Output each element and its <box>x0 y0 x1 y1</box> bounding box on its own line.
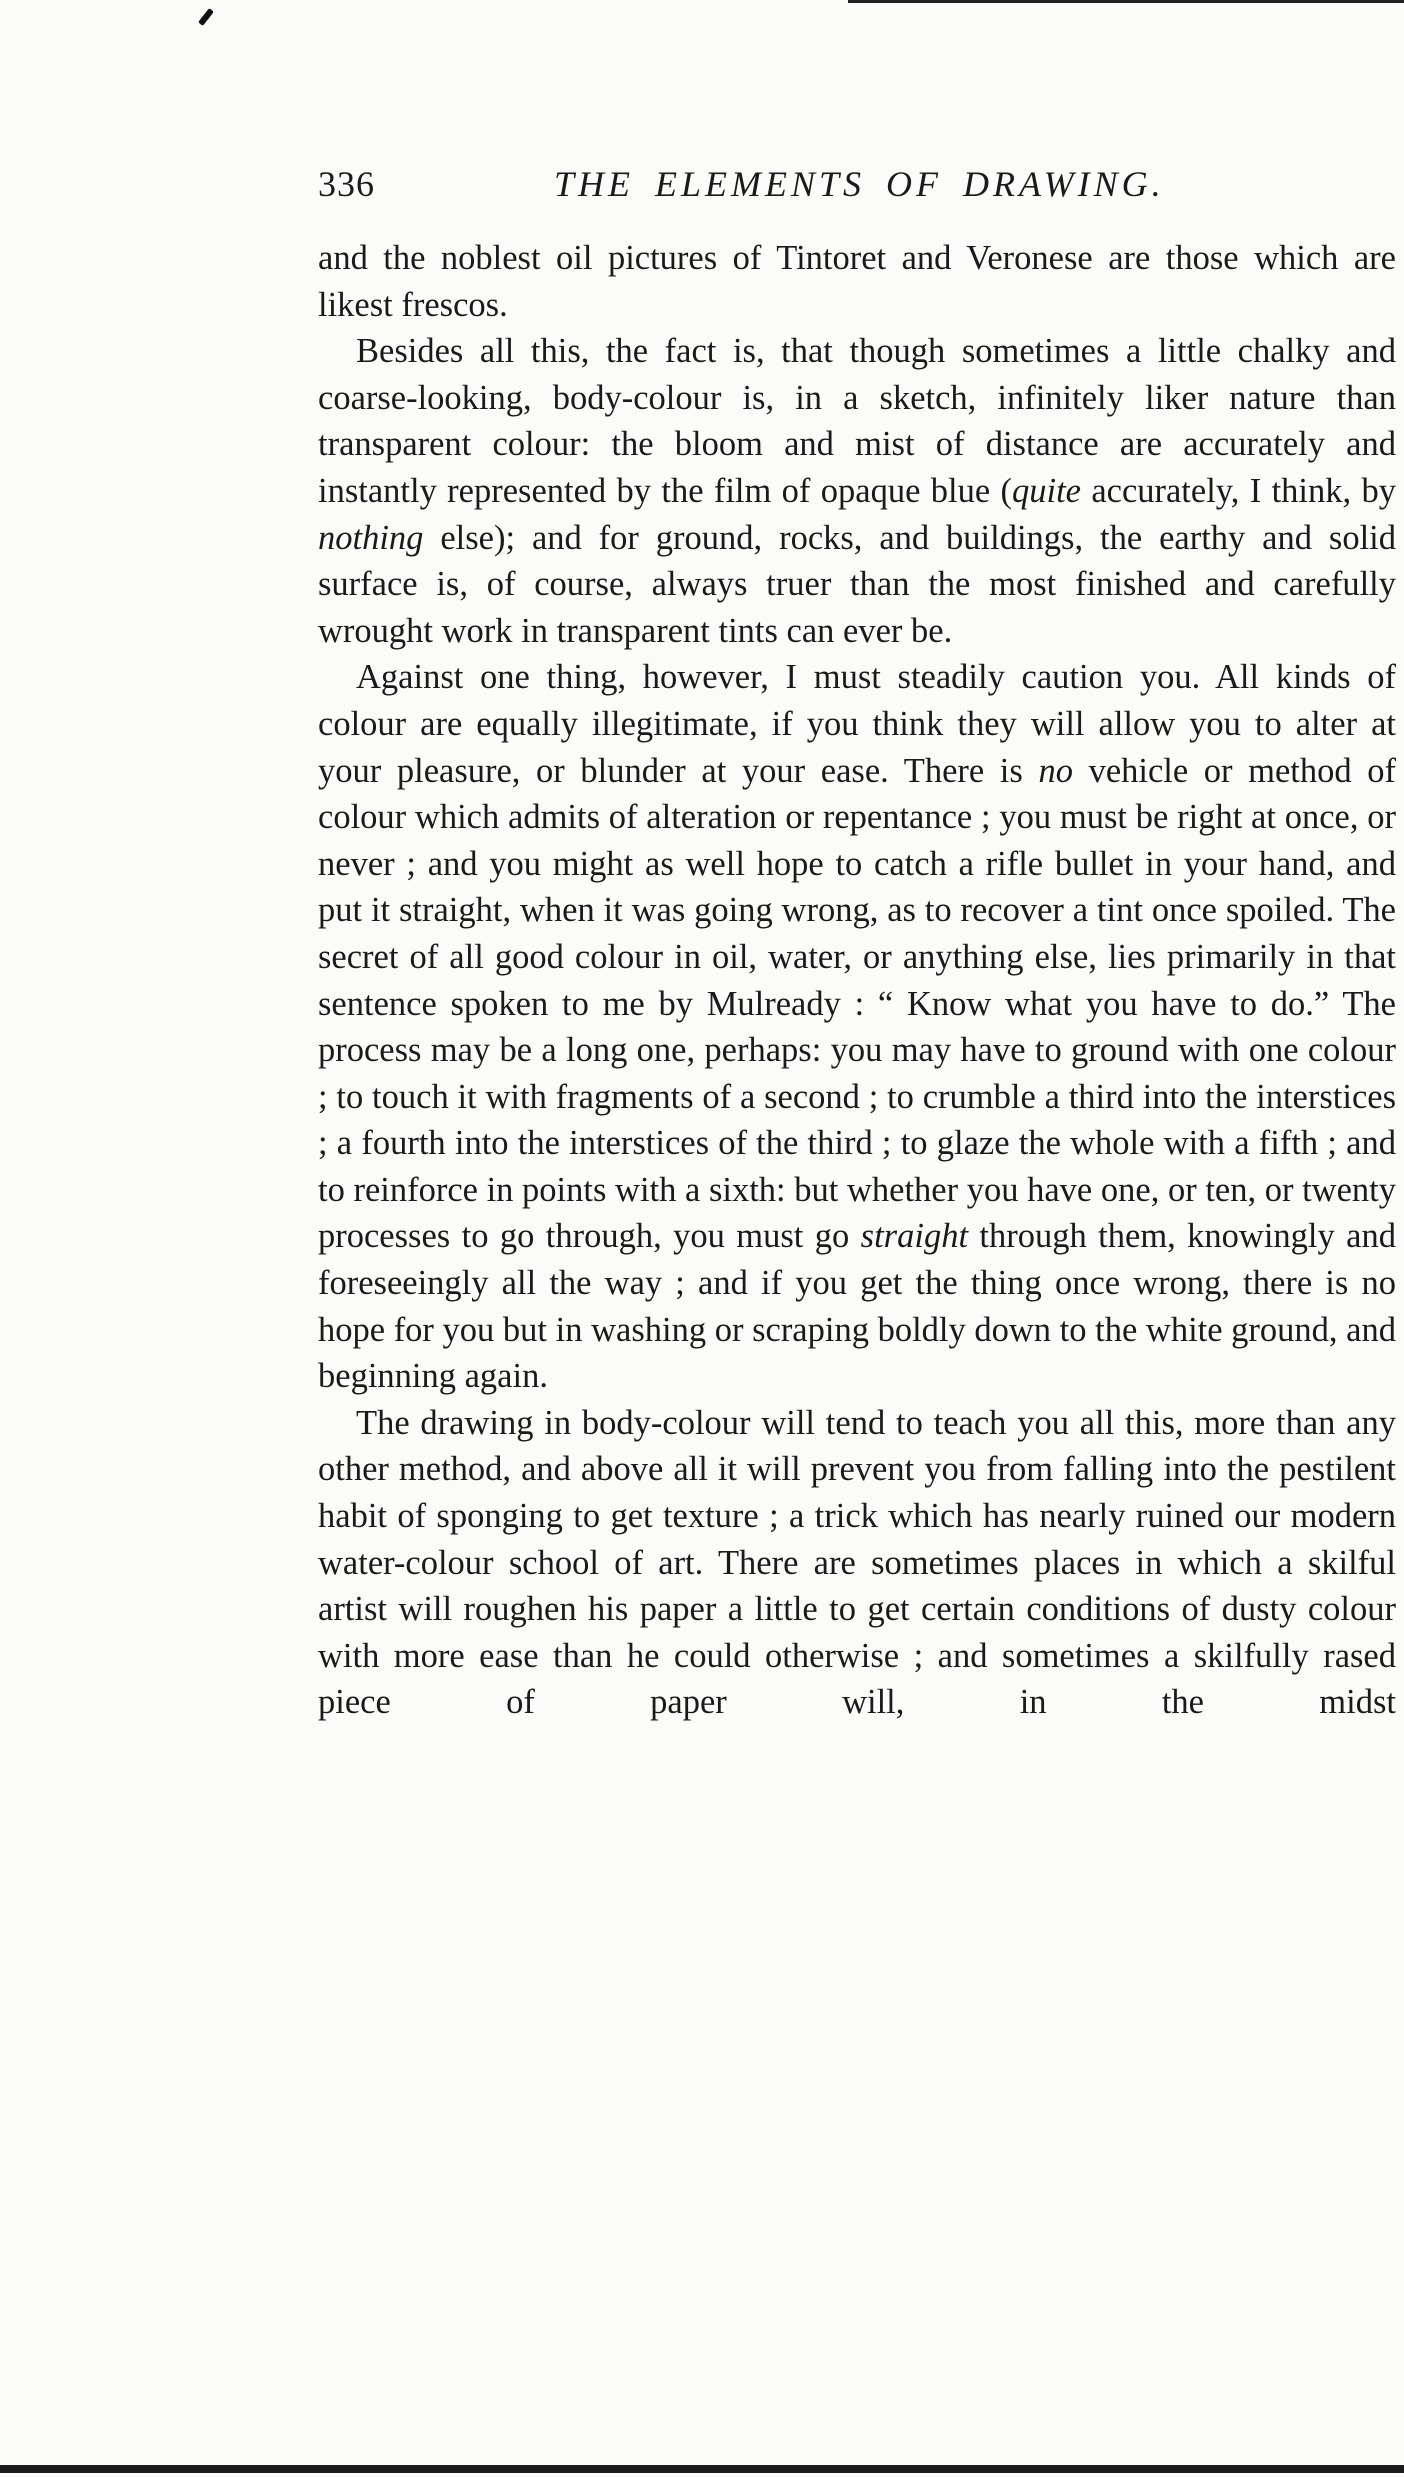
bottom-edge-rule <box>0 2465 1404 2473</box>
paragraph-2-emphasis-nothing: nothing <box>318 518 424 557</box>
paragraph-1: and the noblest oil pictures of Tintoret and Veronese are those which are likest frescos. <box>318 239 1396 324</box>
page-number: 336 <box>318 164 375 204</box>
paragraph-3-emphasis-straight: straight <box>860 1217 969 1256</box>
paragraph-2 <box>318 328 1396 654</box>
paragraph-2-text-b: accurately, I think, by <box>1080 471 1396 510</box>
running-title: THE ELEMENTS OF DRAWING. <box>554 164 1165 204</box>
paragraph-3-text-b: vehicle or method of colour which admits of alteration or repentance ; you must be right at once, or never ; and you might as well hope to catch a rifle bullet in your hand, and put it straight, when it was going wrong, as to recover a tint once spoiled. The secret of all good colour in oil, water, or anything else, lies primarily in that sentence spoken to me by Mulready : “ Know what you have to do.” The process may be a long one, perhaps: you may have to ground with one colour ; to touch it with fragments of a second ; to crumble a third into the interstices ; a fourth into the interstices of the third ; to glaze the whole with a fifth ; and to reinforce in points with a sixth: but whether you have one, or ten, or twenty processes to go through, you must go <box>318 751 1396 1256</box>
paragraph-2-text-a: Besides all this, the fact is, that though sometimes a little chalky and coarse-looking, body-colour is, in a sketch, infinitely liker nature than transparent colour: the bloom and mist of distance are accurately and instantly represented by the film of opaque blue ( <box>318 332 1396 510</box>
paragraph-4: The drawing in body-colour will tend to teach you all this, more than any other method, and above all it will prevent you from falling into the pestilent habit of sponging to get texture ; a trick which has nearly ruined our modern water-colour school of art. There are sometimes places in which a skilful artist will roughen his paper a little to get certain conditions of dusty colour with more ease than he could otherwise ; and sometimes a skilfully rased piece of paper will, in the midst <box>318 1403 1396 1722</box>
page-header <box>318 163 1396 207</box>
paragraph-3-text-a: Against one thing, however, I must steadily caution you. All kinds of colour are equally illegitimate, if you think they will allow you to alter at your pleasure, or blunder at your ease. There is <box>318 658 1396 790</box>
paragraph-3 <box>318 654 1396 1400</box>
paragraph-2-text-c: else); and for ground, rocks, and buildings, the earthy and solid surface is, of course, always truer than the most finished and carefully wrought work in transparent tints can ever be. <box>318 518 1396 650</box>
body-text <box>318 235 1396 1726</box>
paragraph-3-text-c: through them, knowingly and foreseeingly all the way ; and if you get the thing once wrong, there is no hope for you but in washing or scraping boldly down to the white ground, and beginning again. <box>318 1217 1396 1396</box>
book-page <box>318 163 1396 1726</box>
top-edge-rule <box>848 0 1404 3</box>
paragraph-3-emphasis-no: no <box>1038 751 1073 790</box>
paragraph-2-emphasis-quite: quite <box>1011 471 1081 510</box>
ink-mark <box>198 8 214 26</box>
